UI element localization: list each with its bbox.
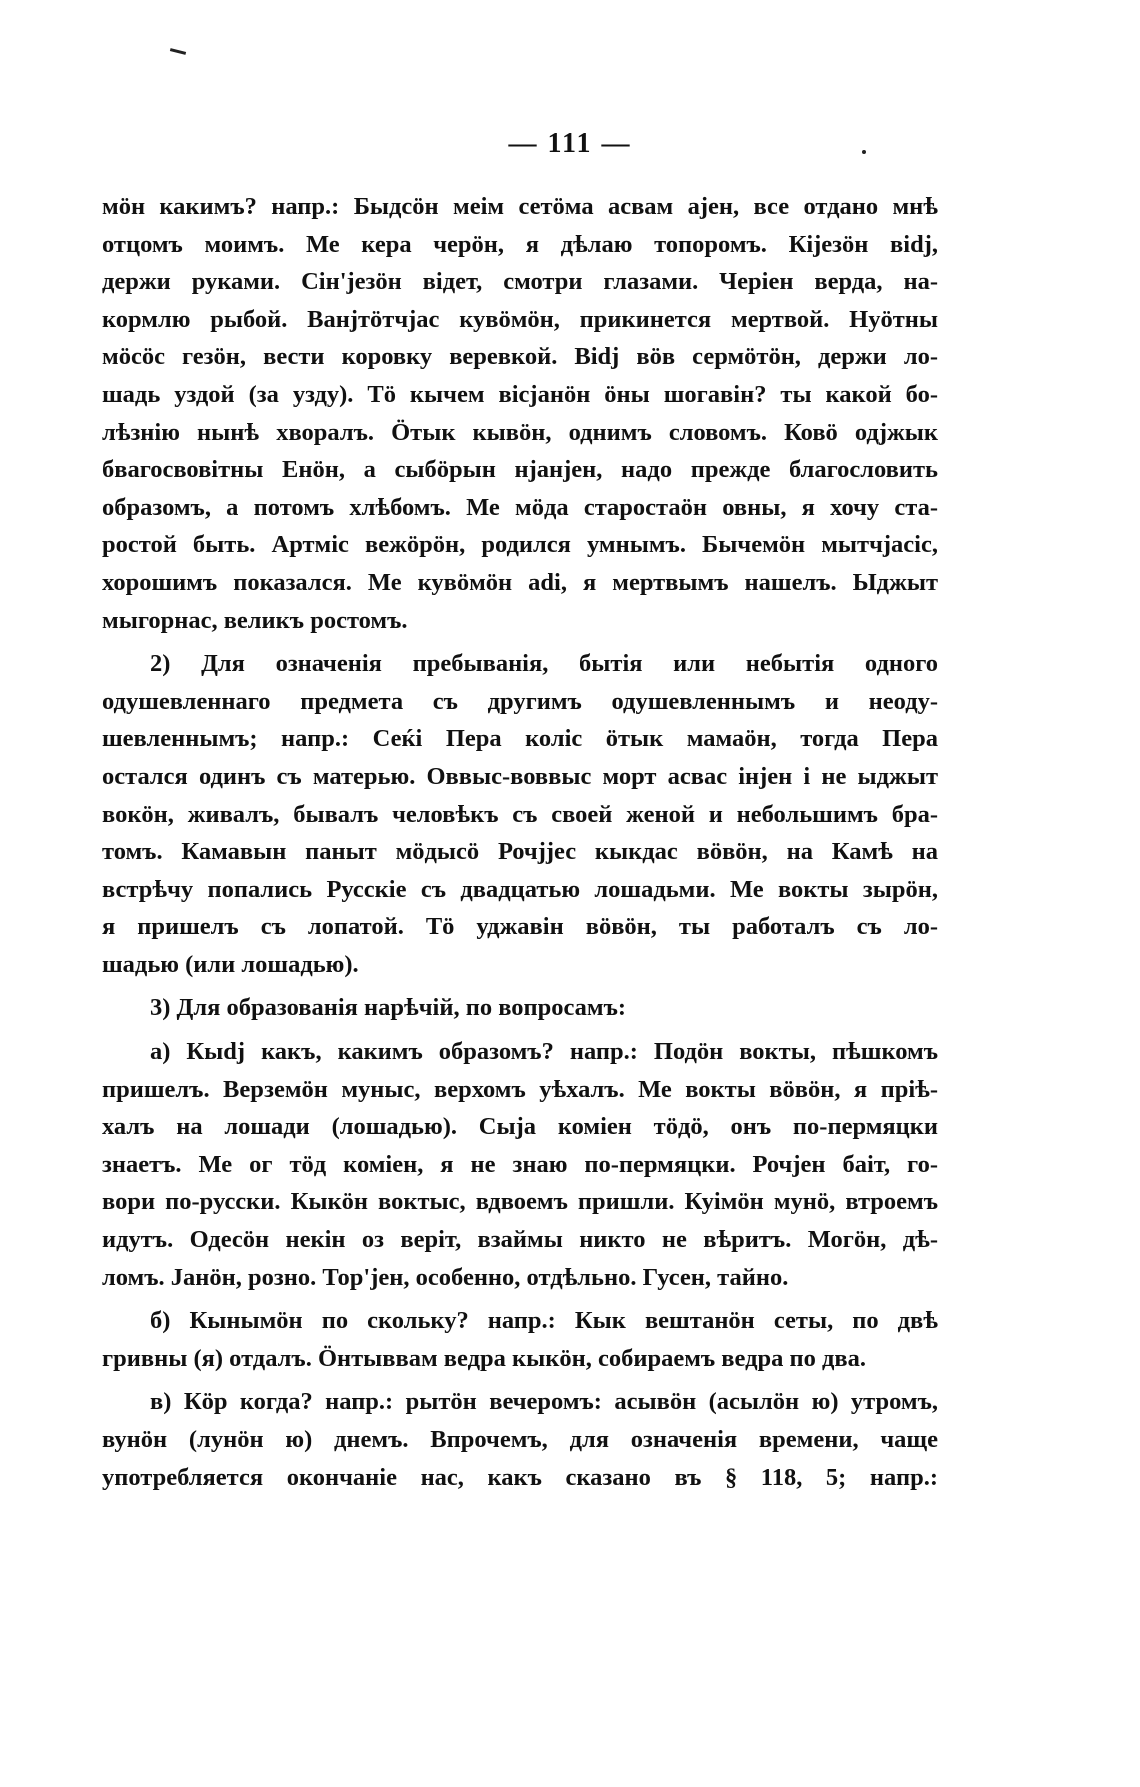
subparagraph-c-start: в) Кöр когда? напр.: рытöн вечеромъ: асывöн (асылöн ю) утромъ, [150, 1388, 938, 1416]
text-line: употребляется окончаніе нас, какъ сказано въ § 118, 5; напр.: [102, 1463, 938, 1491]
text-line: вори по-русски. Кыкöн воктыс, вдвоемъ пришли. Куімöн мунö, втроемъ [102, 1188, 938, 1216]
text-line: халъ на лошади (лошадью). Сыја коміен тöдö, онъ по-пермяцки [102, 1113, 938, 1141]
text-line: кормлю рыбой. Ванјтöтчјас кувöмöн, прикинется мертвой. Нуöтны [102, 305, 938, 333]
subparagraph-b-start: б) Кынымöн по скольку? напр.: Кык вештанöн сеты, по двѣ [150, 1307, 938, 1335]
text-line: вунöн (лунöн ю) днемъ. Впрочемъ, для означенія времени, чаще [102, 1426, 938, 1453]
text-line: отцомъ моимъ. Ме кера чeрöн, я дѣлаю топоромъ. Кіјезöн віdј, [102, 230, 938, 258]
page-number: — 111 — [508, 128, 632, 159]
text-line: лѣзнію нынѣ хворалъ. Öтык кывöн, однимъ словомъ. Ковö одјжык [102, 418, 938, 446]
text-line: идутъ. Одесöн некін оз веріт, взаймы никто не вѣритъ. Могöн, дѣ- [102, 1226, 938, 1254]
subparagraph-a-start: а) Кыdј какъ, какимъ образомъ? напр.: Подöн вокты, пѣшкомъ [150, 1038, 938, 1066]
text-line: держи руками. Сін'језöн вiдет, смотри глазами. Черіен верда, на- [102, 268, 938, 296]
stray-mark [170, 48, 186, 55]
text-line: мöсöс гезöн, вести коровку веревкой. Віdј вöв сермöтöн, держи ло- [102, 343, 938, 371]
text-line: пришелъ. Верземöн муныс, верхомъ уѣхалъ. Ме вокты вöвöн, я пріѣ- [102, 1075, 938, 1103]
text-line: ростой быть. Артміс вежöрöн, родился умнымъ. Бычемöн мытчјасіс, [102, 531, 938, 559]
text-line: знаетъ. Ме ог тöд коміен, я не знаю по-пермяцки. Рочјен баіт, го- [102, 1150, 938, 1178]
text-line: шевленнымъ; напр.: Сеќі Пера коліс öтык мамаöн, тогда Пера [102, 725, 938, 753]
text-line: гривны (я) отдалъ. Öнтыввам ведра кыкöн, собираемъ ведра по два. [102, 1344, 866, 1372]
text-line: хорошимъ показался. Ме кувöмöн аdі, я мертвымъ нашелъ. Ыджыт [102, 568, 938, 596]
text-line: встрѣчу попались Русскіе съ двадцатью лошадьми. Ме вокты зырöн, [102, 875, 938, 903]
text-line: остался одинъ съ матерью. Оввыс-воввыс морт асвас інјен і не ыджыт [102, 762, 938, 790]
paragraph-3-heading: 3) Для образованія нарѣчій, по вопросамъ: [150, 994, 627, 1022]
text-line: шадью (или лошадью). [102, 950, 359, 978]
text-line: образомъ, а потомъ хлѣбомъ. Ме мöда старостаöн овны, я хочу ста- [102, 493, 938, 521]
text-line: мыгорнас, великъ ростомъ. [102, 606, 408, 634]
text-line: бвагосвовітны Енöн, а сыбöрын нјанјен, надо прежде благословить [102, 456, 938, 484]
text-line: мöн какимъ? напр.: Быдсöн меім сетöма асвам ајен, все отдано мнѣ [102, 193, 938, 220]
body-text [102, 188, 938, 1496]
text-line: я пришелъ съ лопатой. Тö уджавін вöвöн, ты работалъ съ ло- [102, 913, 938, 941]
text-line: вокöн, живалъ, бывалъ человѣкъ съ своей женой и небольшимъ бра- [102, 800, 938, 828]
text-line: томъ. Камавын паныт мöдысö Рочјјес кыкдас вöвöн, на Камѣ на [102, 838, 938, 866]
text-line: ломъ. Јанöн, розно. Тор'јен, особенно, отдѣльно. Гусен, тайно. [102, 1263, 789, 1291]
text-line: одушевленнаго предмета съ другимъ одушевленнымъ и неоду- [102, 687, 938, 715]
paragraph-2-start: 2) Для означенія пребыванія, бытія или небытія одного [150, 650, 938, 678]
text-line: шадь уздой (за узду). Тö кычем вісјанöн öны шогавін? ты какой бо- [102, 380, 938, 408]
